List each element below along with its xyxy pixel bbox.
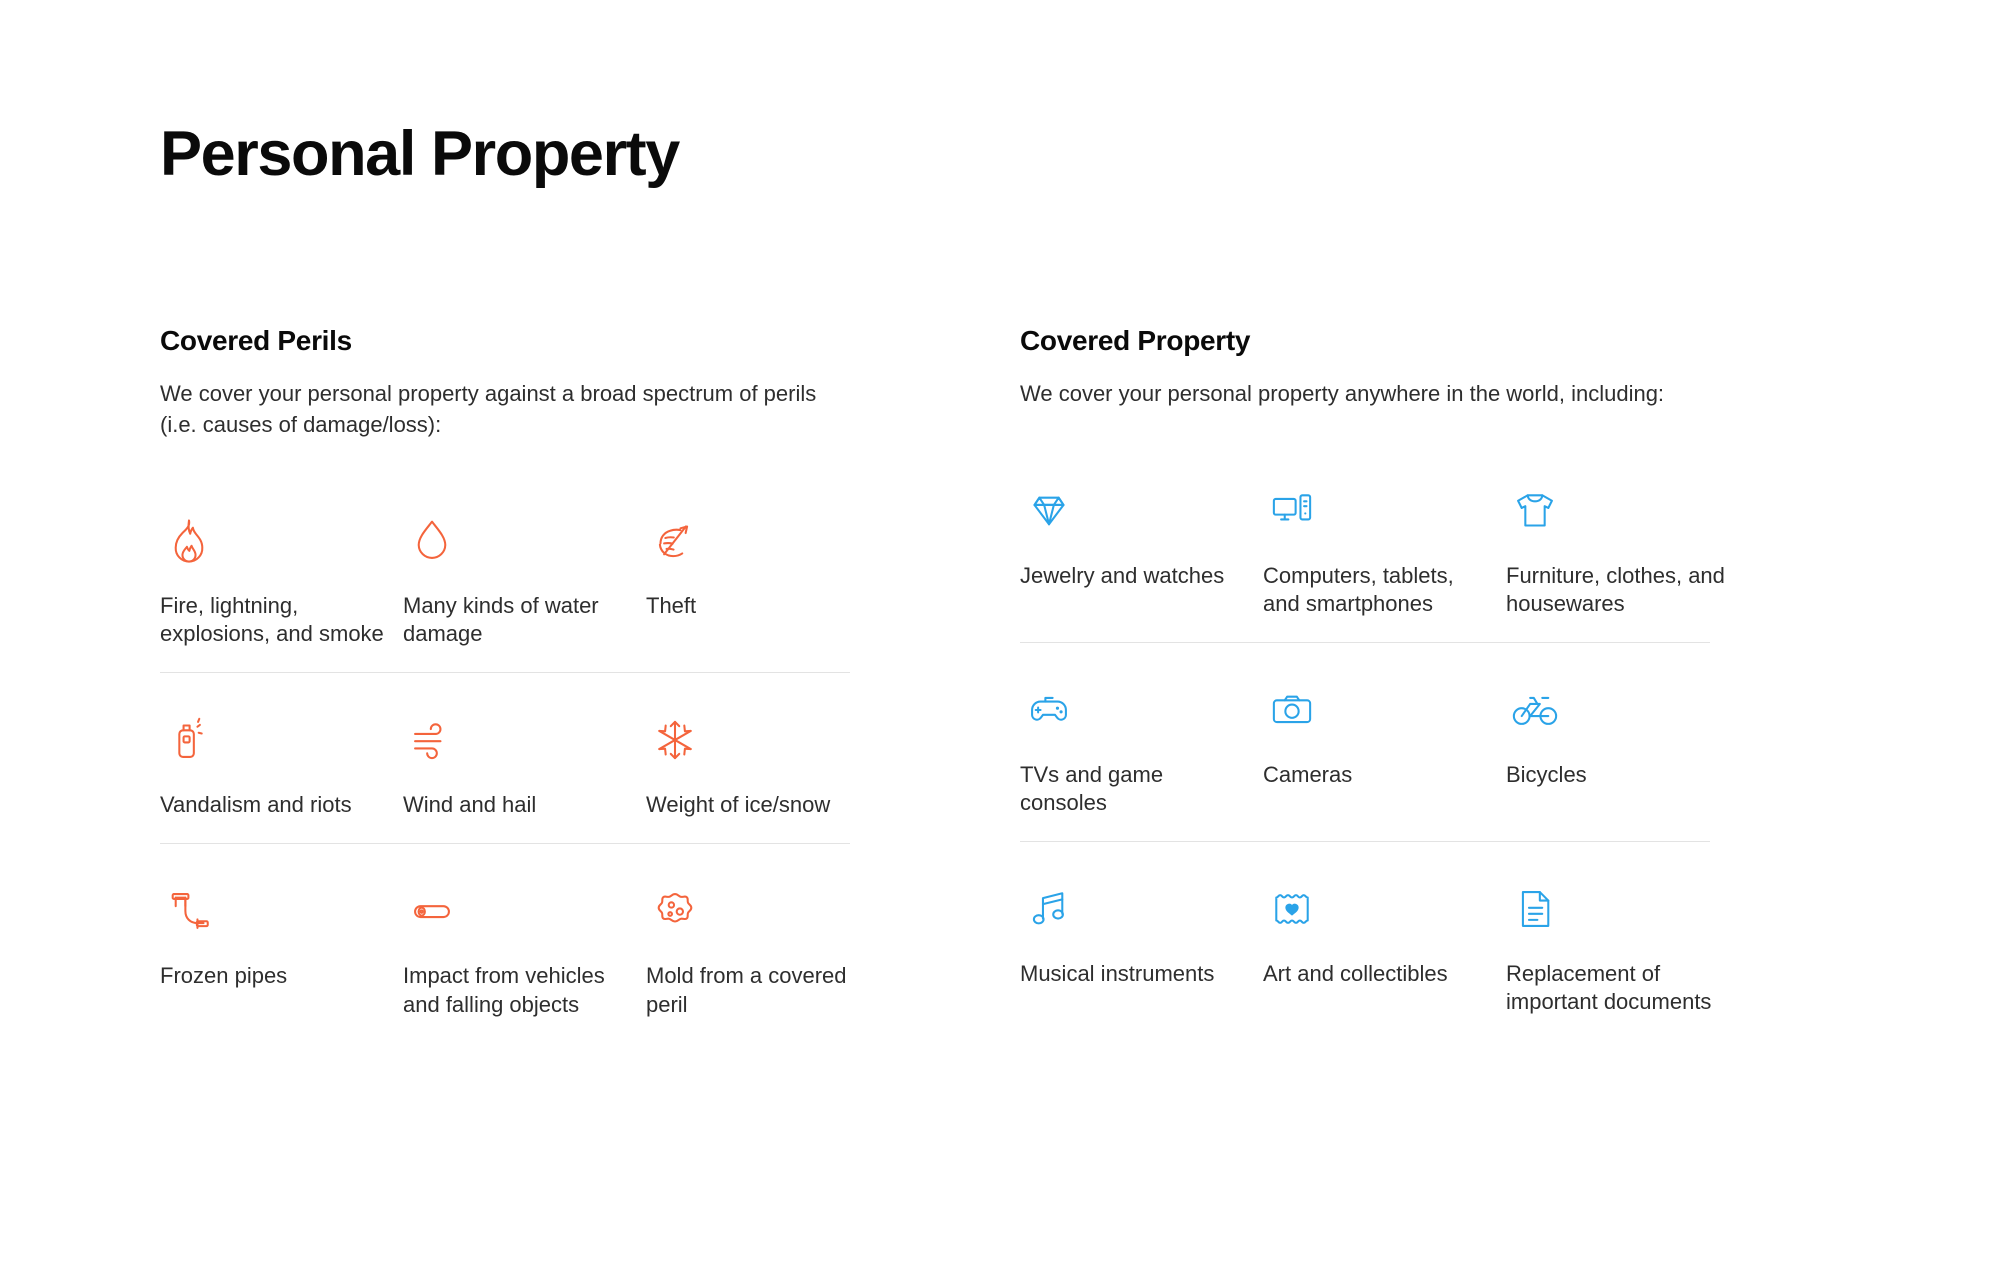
item-label: TVs and game consoles: [1020, 761, 1164, 816]
item-ice-snow: [646, 673, 889, 819]
section-intro: We cover your personal property anywhere in the world, including:: [1020, 381, 1665, 407]
section-covered-property: [1020, 325, 1725, 1043]
item-mold: [646, 844, 889, 1018]
document-icon: [1506, 876, 1731, 938]
framed-heart-art-icon: [1263, 876, 1488, 938]
section-intro: We cover your personal property against a broad spectrum of perils (i.e. causes of damage/loss):: [160, 381, 817, 437]
theft-hand-icon: [646, 508, 871, 570]
grid-row: [160, 673, 850, 844]
wind-icon: [403, 707, 628, 769]
section-title: Covered Perils: [160, 325, 352, 357]
snowflake-icon: [646, 707, 871, 769]
item-vandalism: [160, 673, 403, 819]
item-wind-hail: [403, 673, 646, 819]
item-cameras: [1263, 643, 1506, 817]
perils-grid: [160, 474, 850, 1043]
item-tvs-consoles: [1020, 643, 1263, 817]
item-label: Bicycles: [1506, 761, 1587, 787]
item-label: Cameras: [1263, 761, 1353, 787]
grid-row: [160, 844, 850, 1042]
item-furniture: [1506, 444, 1749, 618]
item-label: Replacement of important documents: [1506, 961, 1712, 1015]
item-label: Mold from a covered peril: [646, 963, 847, 1017]
computer-icon: [1263, 478, 1488, 540]
item-label: Vandalism and riots: [160, 792, 352, 818]
item-label: Weight of ice/snow: [646, 792, 831, 818]
item-label: Theft: [646, 593, 697, 619]
grid-row: [160, 474, 850, 673]
item-label: Frozen pipes: [160, 963, 288, 989]
falling-log-icon: [403, 878, 628, 940]
item-label: Many kinds of water damage: [403, 593, 599, 647]
section-title: Covered Property: [1020, 325, 1251, 357]
page-title: Personal Property: [160, 119, 679, 189]
item-label: Art and collectibles: [1263, 961, 1448, 987]
item-label: Fire, lightning, explosions, and smoke: [160, 593, 384, 647]
item-label: Musical instruments: [1020, 961, 1215, 987]
game-controller-icon: [1020, 677, 1245, 739]
item-frozen-pipes: [160, 844, 403, 1018]
item-label: Computers, tablets, and smartphones: [1263, 562, 1454, 616]
item-label: Jewelry and watches: [1020, 562, 1225, 588]
frozen-pipe-icon: [160, 878, 385, 940]
columns-container: [160, 325, 1840, 1043]
property-grid: [1020, 444, 1725, 1041]
item-bicycles: [1506, 643, 1749, 817]
item-impact: [403, 844, 646, 1018]
item-water-damage: [403, 474, 646, 648]
item-label: Furniture, clothes, and housewares: [1506, 562, 1725, 616]
item-label: Impact from vehicles and falling objects: [403, 963, 605, 1017]
water-drop-icon: [403, 508, 628, 570]
item-fire: [160, 474, 403, 648]
tshirt-icon: [1506, 478, 1731, 540]
item-art-collectibles: [1263, 842, 1506, 1016]
diamond-icon: [1020, 478, 1245, 540]
item-musical-instruments: [1020, 842, 1263, 1016]
section-covered-perils: [160, 325, 850, 1043]
item-label: Wind and hail: [403, 792, 537, 818]
item-theft: [646, 474, 889, 648]
item-computers: [1263, 444, 1506, 618]
spray-can-icon: [160, 707, 385, 769]
item-jewelry: [1020, 444, 1263, 618]
flame-icon: [160, 508, 385, 570]
bicycle-icon: [1506, 677, 1731, 739]
camera-icon: [1263, 677, 1488, 739]
music-note-icon: [1020, 876, 1245, 938]
grid-row: [1020, 444, 1725, 643]
grid-row: [1020, 643, 1710, 842]
item-documents: [1506, 842, 1749, 1016]
mold-icon: [646, 878, 871, 940]
grid-row: [1020, 842, 1710, 1040]
